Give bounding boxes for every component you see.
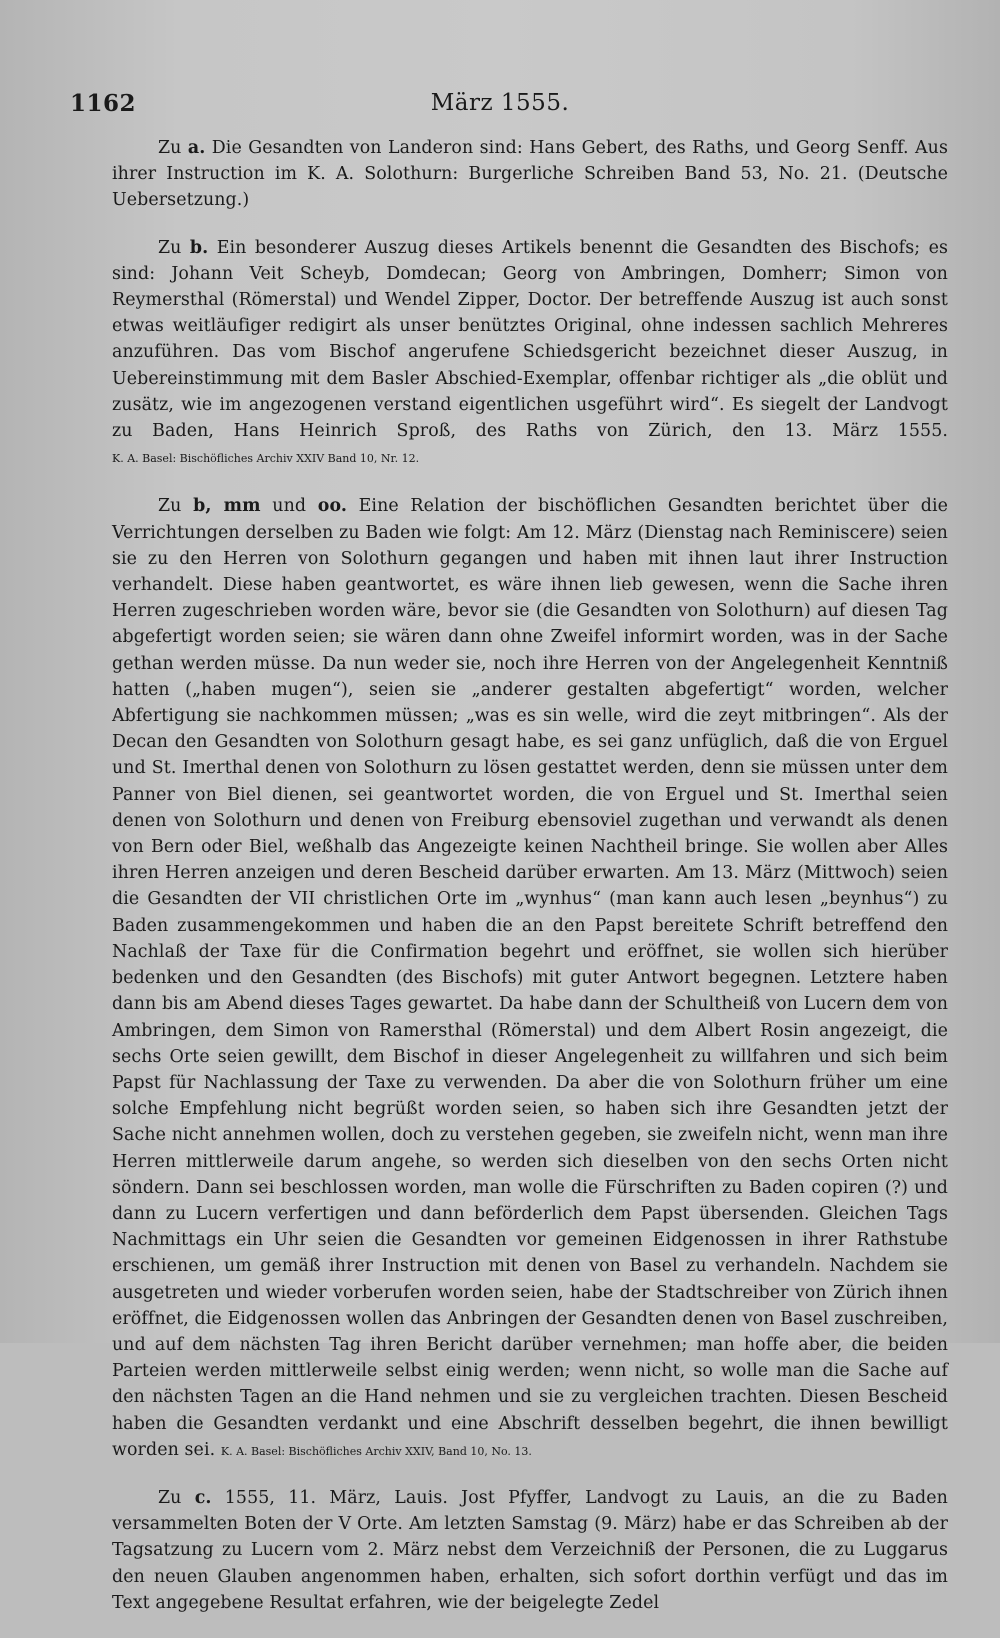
paragraph-text: Eine Relation der bischöflichen Gesandten berichtet über die Verrichtungen derselben zu Baden wie folgt: Am 12. März (Dienstag nach Reminiscere) seien sie zu den Herren von Solothurn gegangen und haben mit ihnen laut ihrer Instruction verhandelt. Diese haben geantwortet, es wäre ihnen lieb gewesen, wenn die Sache ihren Herren zugeschrieben worden wäre, bevor sie (die Gesandten von Solothurn) auf diesen Tag abgefertigt worden seien; sie wären dann ohne Zweifel informirt worden, was in der Sache gethan werden müsse. Da nun weder sie, noch ihre Herren von der Angelegenheit Kenntniß hatten („haben mugen“), seien sie „anderer gestalten abgefertigt“ worden, welcher Abfertigung sie nachkommen müssen; „was es sin welle, wird die zeyt mitbringen“. Als der Decan den Gesandten von Solothurn gesagt habe, es sei ganz unfüglich, daß die von Erguel und St. Imerthal denen von Solothurn zu lösen gestattet werden, denn sie müssen unter dem Panner von Biel dienen, sei geantwortet worden, die von Erguel und St. Imerthal seien denen von Solothurn und denen von Freiburg ebensoviel zugethan und verwandt als denen von Bern oder Biel, weßhalb das Angezeigte keinen Nachtheil bringe. Sie wollen aber Alles ihren Herren anzeigen und deren Bescheid darüber erwarten. Am 13. März (Mittwoch) seien die Gesandten der VII christlichen Orte im „wynhus“ (man kann auch lesen „beynhus“) zu Baden zusammengekommen und haben die an den Papst bereitete Schrift betreffend den Nachlaß der Taxe für die Confirmation begehrt und eröffnet, sie wollen sich hierüber bedenken und den Gesandten (des Bischofs) mit guter Antwort begegnen. Letztere haben dann bis am Abend dieses Tages gewartet. Da habe dann der Schultheiß von Lucern dem von Ambringen, dem Simon von Ramersthal (Römerstal) und dem Albert Rosin angezeigt, die sechs Orte seien gewillt, dem Bischof in dieser Angelegenheit zu willfahren und sich beim Papst für Nachlassung der Taxe zu verwenden. Da aber die von Solothurn früher um eine solche Empfehlung nicht begrüßt worden seien, so haben sich ihre Gesandten jetzt der Sache nicht annehmen wollen, doch zu verstehen gegeben, sie zweifeln nicht, wenn man ihre Herren mittlerweile darum angehe, so werden sich dieselben von den sechs Orten nicht söndern. Dann sei beschlossen worden, man wolle die Fürschriften zu Baden copiren (?) und dann zu Lucern verfertigen und dann beförderlich dem Papst übersenden. Gleichen Tags Nachmittags ein Uhr seien die Gesandten vor gemeinen Eidgenossen in ihrer Rathstube erschienen, um gemäß ihrer Instruction mit denen von Basel zu verhandeln. Nachdem sie ausgetreten und wieder vorberufen worden seien, habe der Stadtschreiber von Zürich ihnen eröffnet, die Eidgenossen wollen das Anbringen der Gesandten denen von Basel zuschreiben, und auf dem nächsten Tag ihren Bericht darüber vernehmen; man hoffe aber, die beiden Parteien werden mittlerweile selbst einig werden; wenn nicht, so wolle man die Sache auf den nächsten Tagen an die Hand nehmen und sie zu vergleichen trachten. Diesen Bescheid haben die Gesandten verdankt und eine Abschrift desselben begehrt, die ihnen bewilligt worden sei.	[112, 496, 948, 1460]
paragraph-zu-a	[112, 135, 948, 214]
paragraph-lead: b, mm	[193, 496, 261, 517]
paragraph-lead: a.	[187, 138, 206, 158]
page-body	[112, 135, 948, 1638]
archive-source-reference: K. A. Basel: Bischöfliches Archiv XXIV, Band 10, No. 13.	[220, 1444, 532, 1458]
paragraph-text: Ein besonderer Auszug dieses Artikels benennt die Gesandten des Bischofs; es sind: Johann Veit Scheyb, Domdecan; Georg von Ambringen, Domherr; Simon von Reymersthal (Römerstal) und Wendel Zipper, Doctor. Der betreffende Auszug ist auch sonst etwas weitläufiger redigirt als unser benütztes Original, ohne indessen sachlich Mehreres anzuführen. Das vom Bischof angerufene Schiedsgericht bezeichnet dieser Auszug, in Uebereinstimmung mit dem Basler Abschied-Exemplar, offenbar richtiger als „die oblüt und zusätz, wie im angezogenen verstand eigentlichen usgeführt wird“. Es siegelt der Landvogt zu Baden, Hans Heinrich Sproß, des Raths von Zürich, den 13. März 1555.	[112, 237, 948, 442]
paragraph-zu-b-mm-oo	[112, 493, 948, 1465]
paragraph-prefix: Zu	[158, 138, 182, 158]
paragraph-text: 1555, 11. März, Lauis. Jost Pfyffer, Landvogt zu Lauis, an die zu Baden versammelten Boten der V Orte. Am letzten Samstag (9. März) habe er das Schreiben ab der Tagsatzung zu Lucern vom 2. März nebst dem Verzeichniß der Personen, die zu Luggarus den neuen Glauben angenommen haben, erhalten, sich sofort dorthin verfügt und das im Text angegebene Resultat erfahren, wie der beigelegte Zedel	[112, 1487, 948, 1613]
paragraph-zu-c	[112, 1485, 948, 1616]
paragraph-lead: b.	[189, 237, 209, 258]
paragraph-prefix: Zu	[158, 237, 182, 258]
paragraph-lead-secondary: oo.	[317, 496, 348, 517]
archive-source-reference: K. A. Basel: Bischöfliches Archiv XXIV Band 10, Nr. 12.	[112, 452, 420, 466]
paragraph-prefix: Zu	[158, 496, 182, 517]
running-head: März 1555.	[430, 90, 570, 116]
paragraph-prefix: Zu	[158, 1487, 182, 1508]
paragraph-lead: c.	[194, 1487, 212, 1508]
page-number: 1162	[70, 90, 137, 117]
paragraph-connector: und	[272, 496, 307, 517]
paragraph-text: Die Gesandten von Landeron sind: Hans Gebert, des Raths, und Georg Senff. Aus ihrer Instruction im K. A. Solothurn: Burgerliche Schreiben Band 53, No. 21. (Deutsche Uebersetzung.)	[112, 138, 948, 211]
paragraph-zu-b	[112, 235, 948, 473]
